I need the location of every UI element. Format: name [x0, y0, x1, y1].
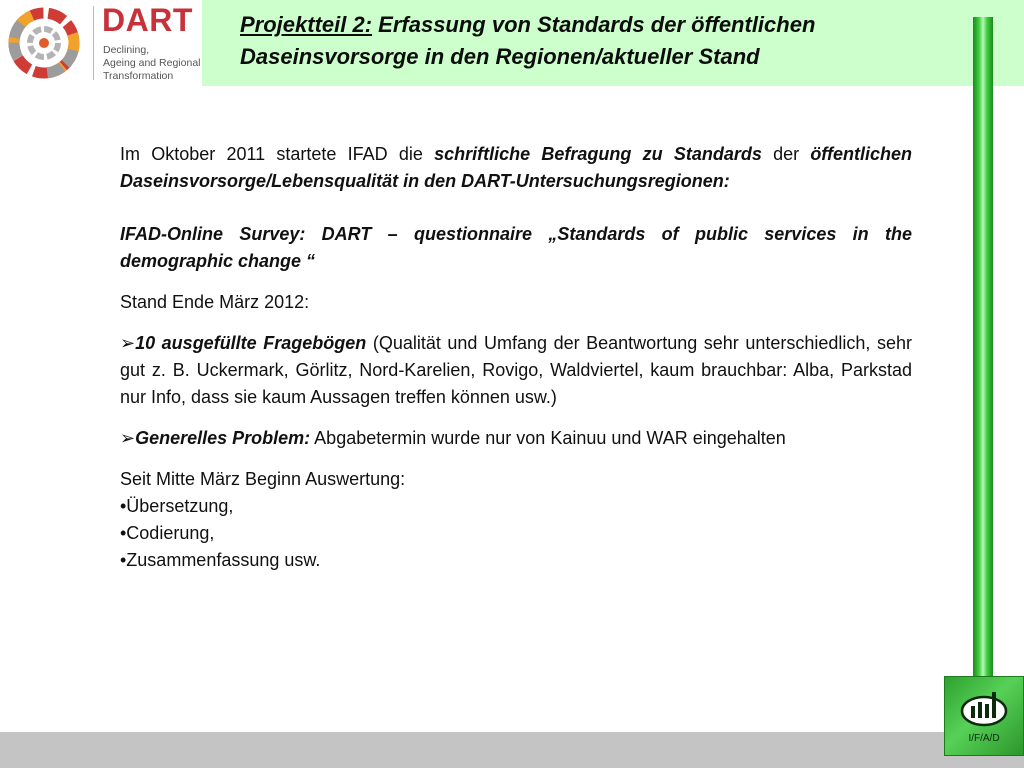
- intro-text: Im Oktober 2011 startete IFAD die: [120, 144, 435, 164]
- ifad-bars-icon: [958, 689, 1010, 729]
- title-line2: Daseinsvorsorge in den Regionen/aktueller Stand: [240, 44, 760, 69]
- slide-title: [240, 9, 940, 73]
- arrow-bullet-icon: ➢: [120, 428, 136, 448]
- evaluation-item: •Zusammenfassung usw.: [120, 550, 321, 570]
- dart-subtitle-line: Ageing and Regional: [103, 57, 201, 69]
- status-heading: Stand Ende März 2012:: [120, 292, 310, 312]
- intro-emphasis: öffentlichen Daseinsvorsorge/Lebensqualität in den DART-Untersuchungsregionen:: [120, 144, 912, 191]
- evaluation-item: •Übersetzung,: [120, 496, 234, 516]
- bullet-text: (Qualität und Umfang der Beantwortung sehr unterschiedlich, sehr gut z. B. Uckermark, Görlitz, Nord-Karelien, Rovigo, Waldviertel, kaum brauchbar: Alba, Parkstad nur Info, dass sie kaum Aussagen treffen können usw.): [120, 333, 912, 407]
- dart-subtitle: [103, 44, 201, 83]
- header-band: [0, 0, 1024, 86]
- evaluation-heading: Seit Mitte März Beginn Auswertung:: [120, 469, 406, 489]
- intro-paragraph: [120, 141, 912, 195]
- bullet-emphasis: 10 ausgefüllte Fragebögen: [135, 333, 367, 353]
- bullet-item: [120, 425, 912, 452]
- green-vertical-bar: [973, 17, 993, 768]
- dart-logo: [0, 0, 202, 86]
- ifad-label: I/F/A/D: [968, 733, 1000, 744]
- dart-subtitle-line: Declining,: [103, 44, 150, 56]
- evaluation-item: •Codierung,: [120, 523, 215, 543]
- bullet-emphasis: Generelles Problem:: [135, 428, 311, 448]
- dart-subtitle-line: Transformation: [103, 70, 174, 82]
- title-prefix: Projektteil 2:: [240, 12, 373, 37]
- logo-divider: [93, 6, 94, 80]
- ifad-badge: [944, 676, 1024, 756]
- title-line1: Erfassung von Standards der öffentlichen: [372, 12, 816, 37]
- survey-title: IFAD-Online Survey: DART – questionnaire „Standards of public services in the demographic change “: [120, 224, 912, 271]
- arrow-bullet-icon: ➢: [120, 333, 136, 353]
- dart-wordmark: DART: [102, 2, 193, 38]
- bullet-item: [120, 330, 912, 411]
- slide-body: [120, 141, 912, 574]
- dart-wheel-icon: [4, 3, 84, 83]
- intro-emphasis: schriftliche Befragung zu Standards: [434, 144, 762, 164]
- footer-band: [0, 732, 1024, 768]
- intro-text: der: [761, 144, 811, 164]
- bullet-text: Abgabetermin wurde nur von Kainuu und WAR eingehalten: [310, 428, 786, 448]
